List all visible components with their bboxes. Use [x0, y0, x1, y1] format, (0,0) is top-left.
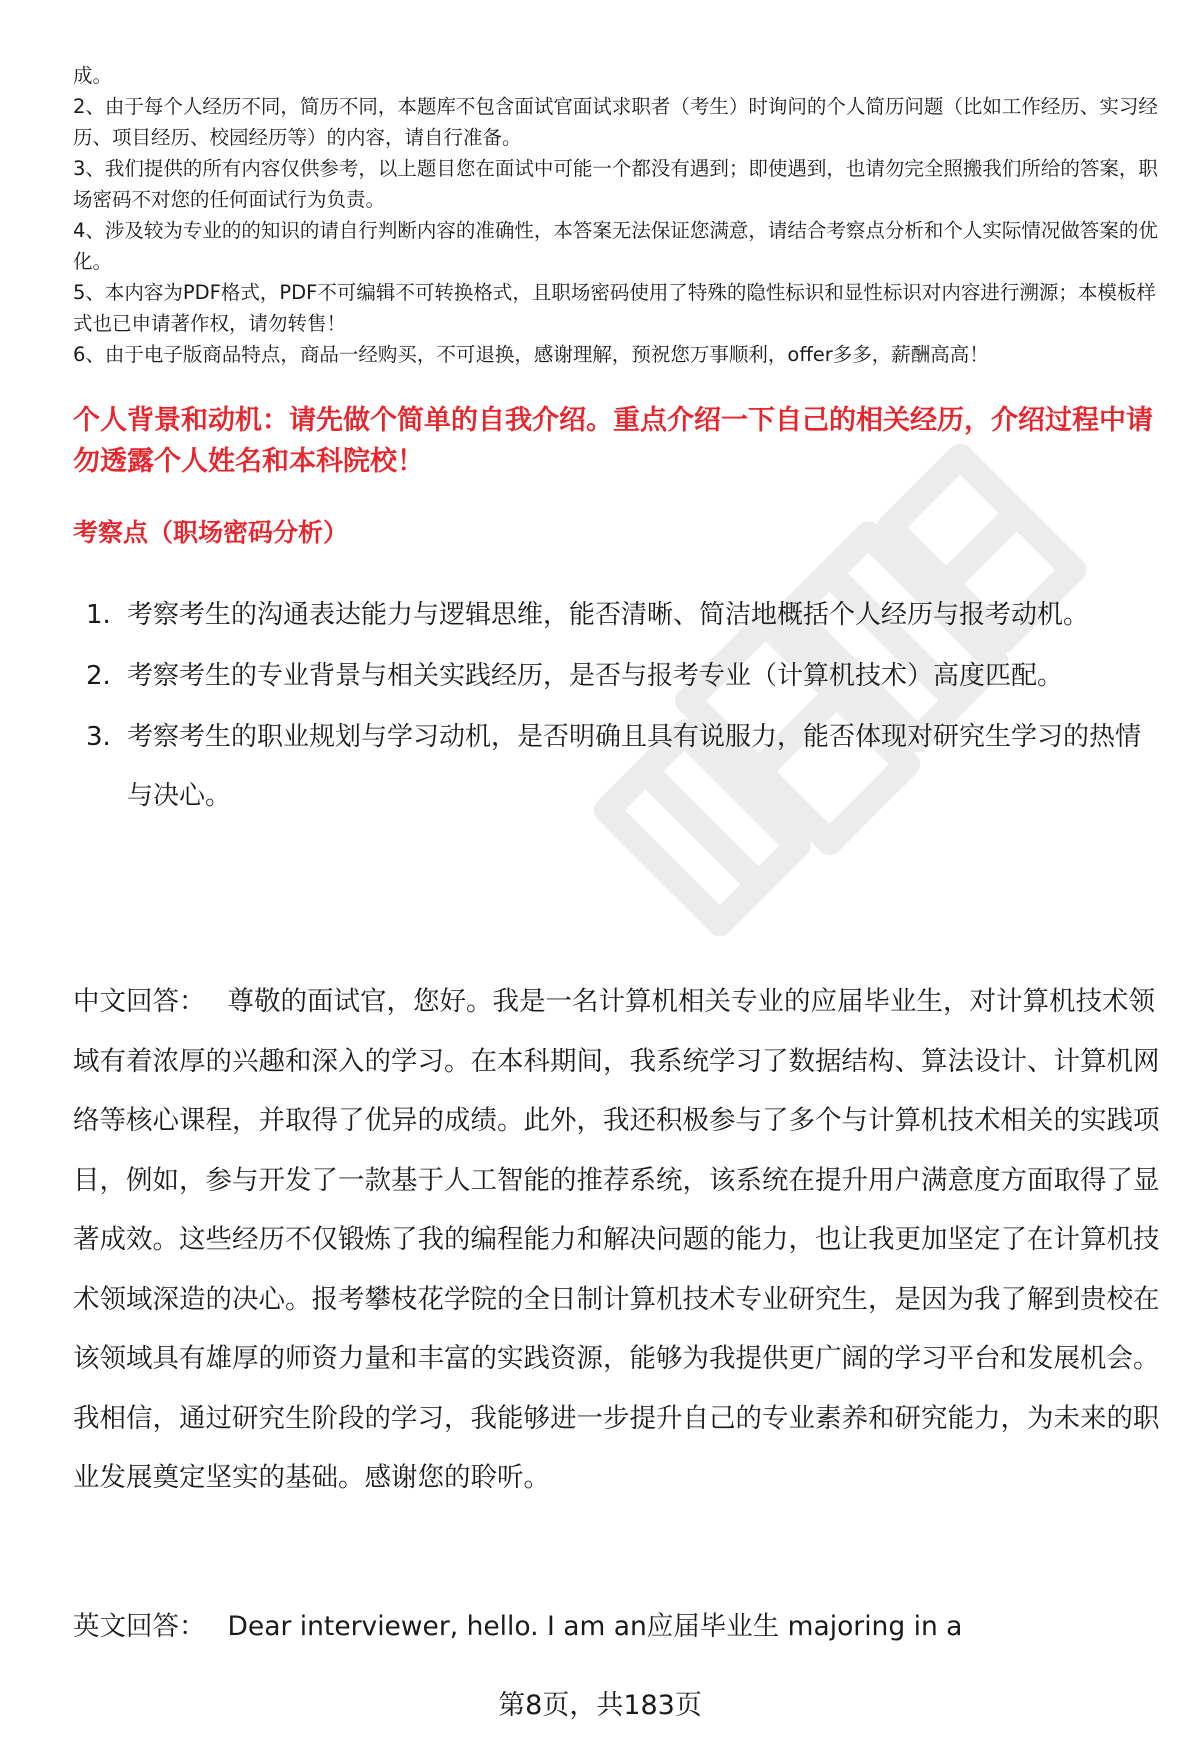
- note-line: 成。: [73, 64, 113, 87]
- page-footer: 第8页，共183页: [498, 1690, 702, 1721]
- list-item-text: 考察考生的沟通表达能力与逻辑思维，能否清晰、简洁地概括个人经历与报考动机。: [127, 600, 1090, 630]
- list-item: [73, 708, 1153, 826]
- disclaimer-notes: [73, 60, 1163, 370]
- list-item: [73, 586, 1153, 645]
- english-answer-label: 英文回答：: [73, 1611, 206, 1642]
- english-answer: [73, 1597, 1163, 1656]
- chinese-answer: [73, 972, 1163, 1508]
- question-heading: 个人背景和动机：请先做个简单的自我介绍。重点介绍一下自己的相关经历，介绍过程中请勿透露个人姓名和本科院校！: [73, 405, 1153, 477]
- list-item-number: 1.: [86, 600, 111, 630]
- analysis-points-list: [73, 586, 1153, 828]
- list-item: [73, 647, 1153, 706]
- note-line: 2、由于每个人经历不同，简历不同，本题库不包含面试官面试求职者（考生）时询问的个人简历问题（比如工作经历、实习经历、项目经历、校园经历等）的内容，请自行准备。: [73, 95, 1158, 149]
- list-item-number: 2.: [86, 661, 111, 691]
- list-item-text: 考察考生的职业规划与学习动机，是否明确且具有说服力，能否体现对研究生学习的热情与决心。: [127, 722, 1142, 811]
- list-item-number: 3.: [86, 722, 111, 752]
- note-line: 5、本内容为PDF格式，PDF不可编辑不可转换格式，且职场密码使用了特殊的隐性标识和显性标识对内容进行溯源；本模板样式也已申请著作权，请勿转售！: [73, 281, 1156, 335]
- chinese-answer-label: 中文回答：: [73, 986, 206, 1017]
- chinese-answer-text: 尊敬的面试官，您好。我是一名计算机相关专业的应届毕业生，对计算机技术领域有着浓厚的兴趣和深入的学习。在本科期间，我系统学习了数据结构、算法设计、计算机网络等核心课程，并取得了优异的成绩。此外，我还积极参与了多个与计算机技术相关的实践项目，例如，参与开发了一款基于人工智能的推荐系统，该系统在提升用户满意度方面取得了显著成效。这些经历不仅锻炼了我的编程能力和解决问题的能力，也让我更加坚定了在计算机技术领域深造的决心。报考攀枝花学院的全日制计算机技术专业研究生，是因为我了解到贵校在该领域具有雄厚的师资力量和丰富的实践资源，能够为我提供更广阔的学习平台和发展机会。我相信，通过研究生阶段的学习，我能够进一步提升自己的专业素养和研究能力，为未来的职业发展奠定坚实的基础。感谢您的聆听。: [73, 986, 1160, 1493]
- english-answer-text: Dear interviewer, hello. I am an应届毕业生 majoring in a: [227, 1611, 963, 1642]
- list-item-text: 考察考生的专业背景与相关实践经历，是否与报考专业（计算机技术）高度匹配。: [127, 661, 1064, 691]
- note-line: 4、涉及较为专业的的知识的请自行判断内容的准确性，本答案无法保证您满意，请结合考察点分析和个人实际情况做答案的优化。: [73, 219, 1158, 273]
- note-line: 6、由于电子版商品特点，商品一经购买，不可退换，感谢理解，预祝您万事顺利，offer多多，薪酬高高！: [73, 343, 989, 366]
- analysis-title: 考察点（职场密码分析）: [73, 518, 349, 547]
- note-line: 3、我们提供的所有内容仅供参考，以上题目您在面试中可能一个都没有遇到；即使遇到，也请勿完全照搬我们所给的答案，职场密码不对您的任何面试行为负责。: [73, 157, 1158, 211]
